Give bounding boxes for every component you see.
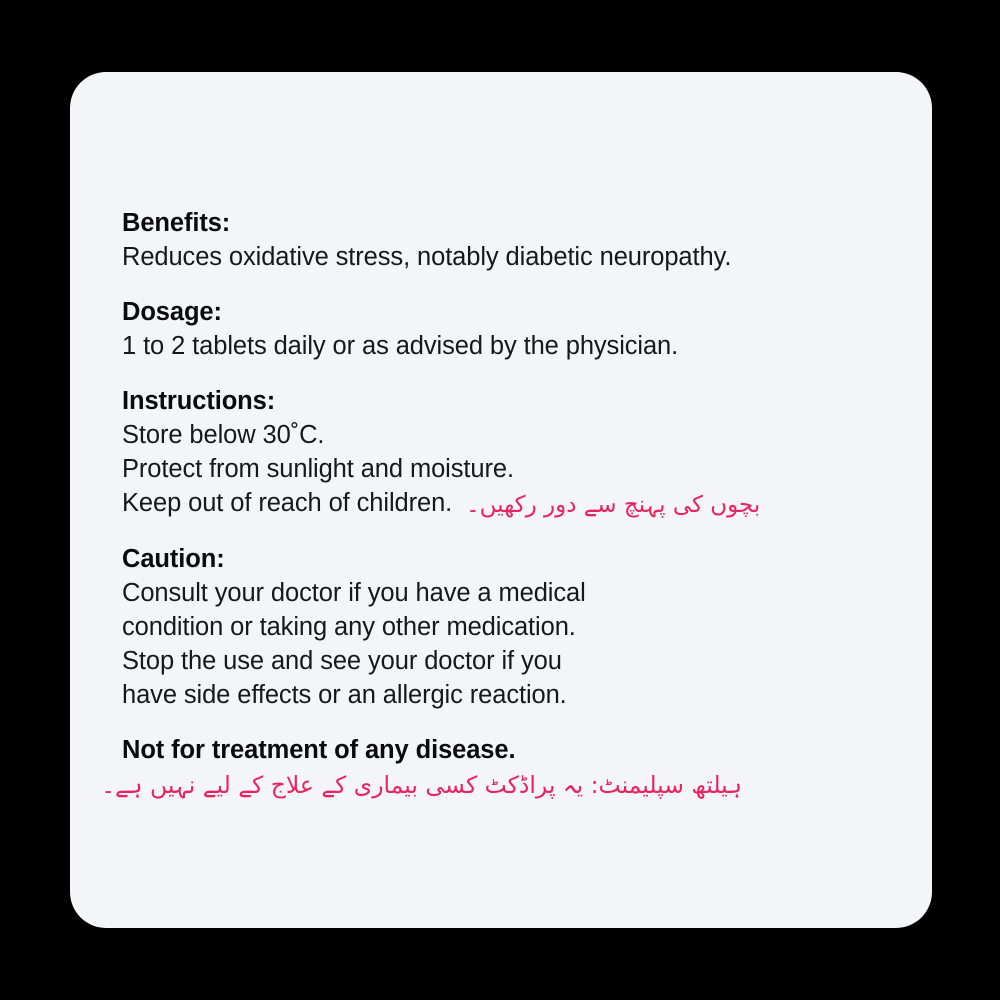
disclaimer-ur: ہیلتھ سپلیمنٹ: یہ پراڈکٹ کسی بیماری کے علاج کے لیے نہیں ہے۔	[101, 771, 742, 799]
dosage-heading: Dosage:	[122, 298, 222, 326]
caution-line-4: have side effects or an allergic reaction.	[122, 681, 567, 709]
dosage-line-1: 1 to 2 tablets daily or as advised by the physician.	[122, 332, 679, 360]
caution-line-2: condition or taking any other medication.	[122, 613, 576, 641]
children-warning-ur: بچوں کی پہنچ سے دور رکھیں۔	[466, 492, 761, 518]
disclaimer-en: Not for treatment of any disease.	[122, 736, 516, 764]
benefits-heading: Benefits:	[122, 209, 231, 237]
caution-line-3: Stop the use and see your doctor if you	[122, 647, 562, 675]
benefits-line-1: Reduces oxidative stress, notably diabetic neuropathy.	[122, 243, 732, 271]
instructions-line-1: Store below 30˚C.	[122, 421, 325, 449]
instructions-heading: Instructions:	[122, 387, 276, 415]
caution-line-1: Consult your doctor if you have a medical	[122, 579, 586, 607]
children-warning-row	[122, 486, 898, 521]
instructions-section	[122, 384, 898, 521]
product-label-card	[70, 72, 932, 928]
caution-section	[122, 542, 898, 712]
instructions-line-2: Protect from sunlight and moisture.	[122, 455, 514, 483]
children-warning-en: Keep out of reach of children.	[122, 489, 453, 517]
benefits-section	[122, 206, 898, 274]
disclaimer-section	[101, 733, 898, 803]
caution-heading: Caution:	[122, 545, 225, 573]
dosage-section	[122, 295, 898, 363]
label-content	[101, 206, 898, 803]
